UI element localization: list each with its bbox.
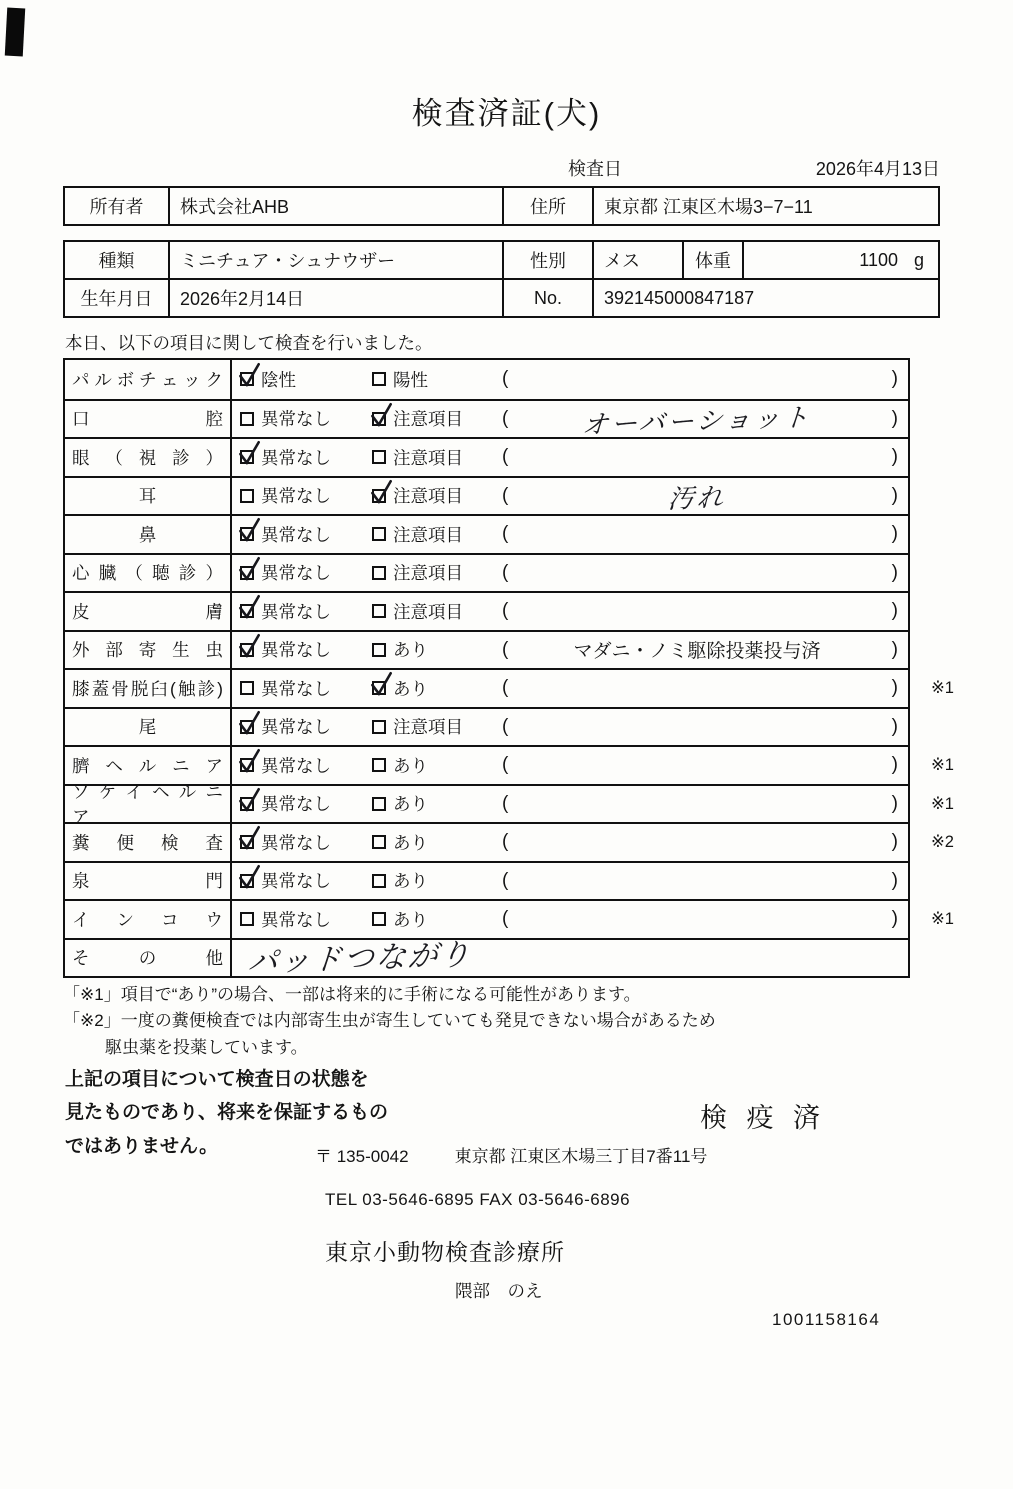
paren-close: ) [891, 792, 898, 814]
checkbox-checked [372, 489, 386, 503]
exam-row-content [232, 824, 908, 861]
exam-row [65, 553, 908, 592]
serial-number: 1001158164 [772, 1310, 881, 1329]
clinic-address: 東京都 江東区木場三丁目7番11号 [454, 1147, 708, 1166]
exam-row [65, 861, 908, 900]
exam-item-label: そ の 他 [65, 940, 232, 977]
paren-open: ( [502, 715, 509, 737]
breed-label: 種類 [98, 251, 135, 271]
birth-value: 2026年2月14日 [168, 280, 502, 316]
checkbox-option [240, 863, 331, 900]
checkbox-checked [240, 566, 254, 580]
checkbox-option [372, 863, 428, 900]
exam-row-content [232, 786, 908, 823]
disclaimer-line3: ではありません。 [65, 1135, 219, 1157]
footnote-ref: ※1 [930, 910, 954, 928]
option-label: 注意項目 [393, 486, 463, 507]
check-mark-icon [237, 786, 261, 814]
check-mark-icon [369, 670, 393, 698]
check-mark-icon [237, 439, 261, 467]
option-label: 注意項目 [393, 447, 463, 468]
exam-row-content [232, 593, 908, 630]
checkbox-option [240, 747, 331, 784]
intro-text: 本日、以下の項目に関して検査を行いました。 [65, 333, 433, 353]
option-label: 異常なし [261, 794, 331, 815]
option-label: あり [393, 871, 428, 892]
checkbox-option [240, 824, 331, 861]
paren-text [524, 555, 870, 592]
exam-row [65, 630, 908, 669]
checkbox-option [372, 670, 428, 707]
paren-text [524, 901, 870, 938]
paren-text [524, 709, 870, 746]
checkbox-option [240, 593, 331, 630]
checkbox-unchecked [372, 643, 386, 657]
page-title: 検査済証(犬) [411, 96, 602, 131]
exam-item-label: 眼 （ 視 診 ） [65, 439, 232, 476]
checkbox-option [240, 401, 331, 438]
examiner-name: 隈部 のえ [455, 1281, 543, 1301]
breed-value: ミニチュア・シュナウザー [168, 242, 502, 278]
exam-row-content [232, 360, 908, 399]
exam-item-label: 外 部 寄 生 虫 [65, 632, 232, 669]
option-label: あり [393, 794, 428, 815]
checkbox-option [372, 401, 463, 438]
checkbox-option [240, 478, 331, 515]
paren-text [524, 670, 870, 707]
checkbox-unchecked [372, 797, 386, 811]
checkbox-option [372, 360, 428, 399]
checkbox-unchecked [240, 912, 254, 926]
paren-open: ( [502, 869, 509, 891]
check-mark-icon [237, 632, 261, 660]
paren-close: ) [891, 677, 898, 699]
option-label: あり [393, 678, 428, 699]
paren-close: ) [891, 407, 898, 429]
checkbox-checked [240, 835, 254, 849]
paren-close: ) [891, 638, 898, 660]
paren-open: ( [502, 523, 509, 545]
option-label: 異常なし [261, 524, 331, 545]
exam-item-label: 皮 膚 [65, 593, 232, 630]
birth-label: 生年月日 [80, 289, 153, 309]
option-label: 異常なし [261, 909, 331, 930]
checkbox-unchecked [372, 835, 386, 849]
handwritten-note: オーバーショット [581, 401, 813, 440]
checkbox-option [372, 786, 428, 823]
checkbox-checked [240, 643, 254, 657]
checkbox-unchecked [240, 489, 254, 503]
paren-close: ) [891, 446, 898, 468]
postal-code: 〒 135-0042 [315, 1147, 409, 1166]
paren-open: ( [502, 561, 509, 583]
owner-label: 所有者 [89, 197, 144, 217]
checkbox-option [372, 632, 428, 669]
exam-row [65, 514, 908, 553]
paren-close: ) [891, 561, 898, 583]
paren-close: ) [891, 715, 898, 737]
exam-item-label: 膝蓋骨脱臼(触診) [65, 670, 232, 707]
checkbox-unchecked [240, 412, 254, 426]
exam-row-content [232, 863, 908, 900]
weight-label: 体重 [682, 242, 742, 278]
footnote-ref: ※2 [930, 833, 954, 851]
checkbox-unchecked [372, 720, 386, 734]
address-value: 東京都 江東区木場3−7−11 [592, 188, 938, 224]
check-mark-icon [369, 478, 393, 506]
tel-fax: TEL 03-5646-6895 FAX 03-5646-6896 [325, 1190, 631, 1209]
sex-value: メス [592, 242, 682, 278]
exam-item-label: 口 腔 [65, 401, 232, 438]
exam-item-label: 耳 [65, 478, 232, 515]
paren-text [524, 863, 870, 900]
paren-open: ( [502, 638, 509, 660]
footnote-2-line1: 「※2」一度の糞便検査では内部寄生虫が寄生していても発見できない場合があるため [63, 1011, 716, 1031]
option-label: 異常なし [261, 871, 331, 892]
paren-open: ( [502, 368, 509, 390]
paren-text [524, 439, 870, 476]
checkbox-checked [240, 372, 254, 386]
exam-row [65, 437, 908, 476]
check-mark-icon [237, 361, 261, 389]
exam-row [65, 745, 954, 784]
option-label: 注意項目 [393, 409, 463, 430]
checkbox-unchecked [372, 450, 386, 464]
handwritten-note: パッドつながり [246, 938, 473, 980]
check-mark-icon [237, 863, 261, 891]
inspection-date-value: 2026年4月13日 [815, 159, 940, 179]
disclaimer-line1: 上記の項目について検査日の状態を [65, 1069, 369, 1090]
footnote-ref: ※1 [930, 794, 954, 813]
handwritten-note: 汚れ [666, 481, 727, 514]
paren-close: ) [891, 869, 898, 891]
checkbox-option [372, 516, 463, 553]
checkbox-checked [240, 874, 254, 888]
option-label: 異常なし [261, 678, 331, 699]
paren-open: ( [502, 831, 509, 853]
checkbox-checked [240, 527, 254, 541]
exam-row [65, 668, 954, 707]
option-label: 注意項目 [393, 717, 463, 738]
owner-value: 株式会社AHB [168, 188, 502, 224]
checkbox-checked [240, 450, 254, 464]
exam-item-label: 糞 便 検 査 [65, 824, 232, 861]
exam-item-label: ソ ケ イ ヘ ル ニ ア [65, 786, 232, 823]
scan-artifact [5, 8, 25, 57]
disclaimer-line2: 見たものであり、将来を保証するもの [65, 1102, 389, 1124]
exam-row-content [232, 401, 908, 438]
exam-row-content [232, 632, 908, 669]
check-mark-icon [369, 401, 393, 429]
address-label: 住所 [502, 188, 592, 224]
option-label: あり [393, 909, 428, 930]
checkbox-checked [240, 797, 254, 811]
paren-text [524, 360, 870, 399]
weight-unit: g [913, 249, 924, 270]
check-mark-icon [237, 555, 261, 583]
exam-row-content [232, 709, 908, 746]
exam-row [65, 476, 908, 515]
checkbox-checked [372, 412, 386, 426]
exam-row [65, 822, 954, 861]
option-label: あり [393, 832, 428, 853]
weight-value: 1100 [859, 249, 898, 270]
exam-item-label: 鼻 [65, 516, 232, 553]
clinic-address-row [315, 1142, 707, 1167]
check-mark-icon [237, 516, 261, 544]
exam-row-content [232, 516, 908, 553]
option-label: 異常なし [261, 447, 331, 468]
checkbox-unchecked [372, 566, 386, 580]
checkbox-option [240, 439, 331, 476]
sex-label: 性別 [502, 242, 592, 278]
paren-open: ( [502, 792, 509, 814]
paren-open: ( [502, 446, 509, 468]
checkbox-option [372, 555, 463, 592]
paren-text [524, 516, 870, 553]
option-label: 異常なし [261, 486, 331, 507]
checkbox-option [372, 709, 463, 746]
owner-table [63, 186, 940, 226]
exam-row-content [232, 555, 908, 592]
exam-row [65, 360, 908, 399]
footnotes [63, 982, 716, 1061]
paren-close: ) [891, 368, 898, 390]
option-label: あり [393, 640, 428, 661]
paren-open: ( [502, 484, 509, 506]
footnote-1: 「※1」項目で“あり”の場合、一部は将来的に手術になる可能性があります。 [63, 985, 641, 1004]
checkbox-checked [372, 681, 386, 695]
checkbox-option [372, 593, 463, 630]
check-mark-icon [237, 593, 261, 621]
exam-row-content [232, 670, 908, 707]
exam-row-content [232, 901, 908, 938]
paren-close: ) [891, 908, 898, 930]
exam-item-label: 臍 ヘ ル ニ ア [65, 747, 232, 784]
exam-row [65, 399, 908, 438]
info-table [63, 240, 940, 318]
checkbox-unchecked [240, 681, 254, 695]
option-label: 注意項目 [393, 601, 463, 622]
paren-open: ( [502, 754, 509, 776]
footnote-ref: ※1 [930, 679, 954, 697]
checkbox-option [240, 360, 296, 399]
option-label: あり [393, 755, 428, 776]
check-mark-icon [237, 747, 261, 775]
paren-close: ) [891, 831, 898, 853]
exam-item-label: 尾 [65, 709, 232, 746]
option-label: 異常なし [261, 563, 331, 584]
option-label: 陰性 [261, 369, 296, 390]
no-value: 392145000847187 [592, 280, 938, 316]
checkbox-checked [240, 604, 254, 618]
paren-open: ( [502, 600, 509, 622]
clinic-name: 東京小動物検査診療所 [325, 1239, 565, 1265]
weight-cell [742, 242, 938, 278]
paren-text [524, 747, 870, 784]
paren-text [524, 824, 870, 861]
exam-item-label: 心 臓 （ 聴 診 ） [65, 555, 232, 592]
checkbox-option [240, 786, 331, 823]
option-label: 異常なし [261, 640, 331, 661]
paren-text [524, 786, 870, 823]
exam-row [65, 938, 908, 980]
checkbox-option [240, 555, 331, 592]
exam-row [65, 591, 908, 630]
no-label: No. [502, 280, 592, 316]
exam-table [63, 358, 954, 980]
inspection-date-row [568, 155, 940, 181]
paren-open: ( [502, 677, 509, 699]
option-label: 陽性 [393, 369, 428, 390]
option-label: 注意項目 [393, 524, 463, 545]
exam-row [65, 899, 954, 938]
check-mark-icon [237, 824, 261, 852]
exam-row [65, 781, 954, 827]
check-mark-icon [237, 709, 261, 737]
owner-row [65, 188, 938, 224]
checkbox-unchecked [372, 604, 386, 618]
paren-close: ) [891, 754, 898, 776]
option-label: 注意項目 [393, 563, 463, 584]
checkbox-option [372, 824, 428, 861]
footnote-2-line2: 駆虫薬を投薬しています。 [105, 1037, 308, 1057]
checkbox-unchecked [372, 874, 386, 888]
checkbox-unchecked [372, 912, 386, 926]
paren-open: ( [502, 908, 509, 930]
exam-row-content [232, 478, 908, 515]
exam-item-label: イ ン コ ウ [65, 901, 232, 938]
paren-close: ) [891, 523, 898, 545]
checkbox-option [240, 670, 331, 707]
exam-row-content [232, 938, 908, 980]
exam-item-label: 泉 門 [65, 863, 232, 900]
checkbox-unchecked [372, 527, 386, 541]
exam-row-content [232, 439, 908, 476]
checkbox-option [372, 747, 428, 784]
checkbox-unchecked [372, 372, 386, 386]
option-label: 異常なし [261, 601, 331, 622]
checkbox-option [240, 632, 331, 669]
paren-close: ) [891, 600, 898, 622]
checkbox-unchecked [372, 758, 386, 772]
paren-open: ( [502, 407, 509, 429]
option-label: 異常なし [261, 832, 331, 853]
checkbox-option [240, 516, 331, 553]
checkbox-option [240, 709, 331, 746]
checkbox-option [372, 439, 463, 476]
checkbox-option [240, 901, 331, 938]
breed-row [65, 242, 938, 278]
exam-row [65, 707, 908, 746]
checkbox-option [372, 478, 463, 515]
option-label: 異常なし [261, 717, 331, 738]
exam-row-content [232, 747, 908, 784]
footnote-ref: ※1 [930, 756, 954, 774]
paren-text: マダニ・ノミ駆除投薬投与済 [573, 641, 821, 663]
quarantine-stamp: 検 疫 済 [700, 1103, 827, 1133]
checkbox-checked [240, 720, 254, 734]
inspection-date-label: 検査日 [568, 159, 622, 179]
paren-text [524, 593, 870, 630]
option-label: 異常なし [261, 755, 331, 776]
option-label: 異常なし [261, 409, 331, 430]
birth-row [65, 278, 938, 316]
checkbox-checked [240, 758, 254, 772]
exam-item-label: パルボチェック [65, 360, 232, 399]
paren-close: ) [891, 484, 898, 506]
